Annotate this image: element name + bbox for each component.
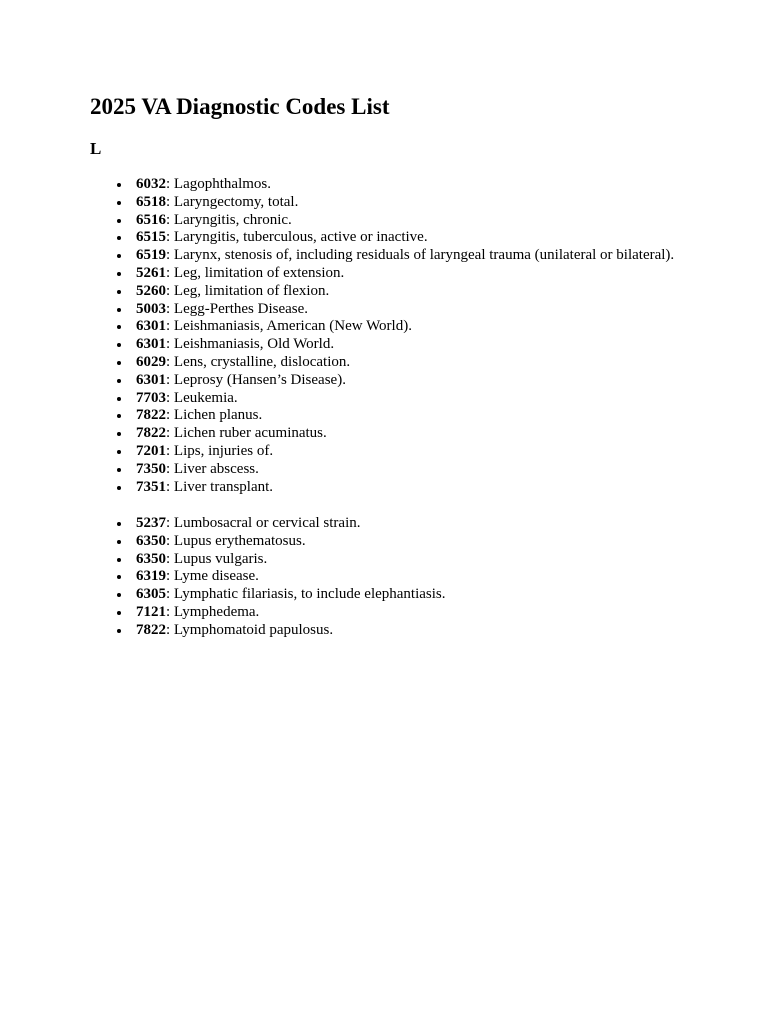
list-item	[136, 622, 446, 640]
diagnostic-code: 6518	[136, 193, 166, 210]
list-item	[136, 407, 674, 425]
diagnostic-description: : Leishmaniasis, American (New World).	[166, 318, 412, 335]
diagnostic-description: : Legg-Perthes Disease.	[166, 300, 309, 317]
diagnostic-code: 6515	[136, 229, 166, 246]
list-item	[136, 479, 674, 497]
diagnostic-code: 6301	[136, 336, 166, 353]
diagnostic-code: 6519	[136, 247, 166, 264]
diagnostic-description: : Laryngitis, chronic.	[166, 211, 292, 228]
diagnostic-description: : Lymphedema.	[166, 603, 260, 620]
list-item	[136, 336, 674, 354]
diagnostic-code: 7350	[136, 460, 166, 477]
list-item	[136, 176, 674, 194]
diagnostic-code: 6350	[136, 532, 166, 549]
list-item	[136, 265, 674, 283]
diagnostic-code: 7201	[136, 442, 166, 459]
diagnostic-code-list-1	[136, 176, 674, 496]
list-item	[136, 372, 674, 390]
diagnostic-code: 5260	[136, 282, 166, 299]
list-item	[136, 551, 446, 569]
list-item	[136, 354, 674, 372]
list-item	[136, 390, 674, 408]
diagnostic-description: : Laryngitis, tuberculous, active or inactive.	[166, 229, 428, 246]
diagnostic-description: : Lymphatic filariasis, to include elephantiasis.	[166, 586, 446, 603]
diagnostic-description: : Leprosy (Hansen’s Disease).	[166, 371, 346, 388]
list-item	[136, 461, 674, 479]
diagnostic-description: : Leishmaniasis, Old World.	[166, 336, 335, 353]
list-item	[136, 586, 446, 604]
diagnostic-code: 6516	[136, 211, 166, 228]
list-item	[136, 283, 674, 301]
list-item	[136, 212, 674, 230]
diagnostic-description: : Liver transplant.	[166, 478, 274, 495]
diagnostic-code: 6032	[136, 176, 166, 192]
diagnostic-code: 6350	[136, 550, 166, 567]
diagnostic-description: : Liver abscess.	[166, 460, 259, 477]
list-item	[136, 604, 446, 622]
list-item	[136, 301, 674, 319]
diagnostic-code: 5003	[136, 300, 166, 317]
diagnostic-description: : Lupus erythematosus.	[166, 532, 306, 549]
diagnostic-description: : Leukemia.	[166, 389, 238, 406]
page-title: 2025 VA Diagnostic Codes List	[90, 94, 390, 119]
diagnostic-description: : Leg, limitation of extension.	[166, 264, 345, 281]
diagnostic-description: : Lymphomatoid papulosus.	[166, 621, 334, 638]
list-item	[136, 425, 674, 443]
diagnostic-description: : Leg, limitation of flexion.	[166, 282, 330, 299]
diagnostic-code: 7822	[136, 425, 166, 442]
diagnostic-description: : Lichen planus.	[166, 407, 263, 424]
section-heading-l: L	[90, 139, 102, 158]
list-item	[136, 443, 674, 461]
list-item	[136, 194, 674, 212]
diagnostic-code: 7351	[136, 478, 166, 495]
diagnostic-description: : Lupus vulgaris.	[166, 550, 268, 567]
diagnostic-description: : Lens, crystalline, dislocation.	[166, 353, 351, 370]
diagnostic-description: : Larynx, stenosis of, including residuals of laryngeal trauma (unilateral or bilateral).	[166, 247, 675, 264]
diagnostic-code: 5237	[136, 515, 166, 531]
diagnostic-code: 7703	[136, 389, 166, 406]
diagnostic-description: : Lips, injuries of.	[166, 442, 274, 459]
diagnostic-code: 6319	[136, 568, 166, 585]
diagnostic-code: 7121	[136, 603, 166, 620]
diagnostic-description: : Lyme disease.	[166, 568, 259, 585]
list-item	[136, 533, 446, 551]
diagnostic-code: 7822	[136, 407, 166, 424]
diagnostic-code: 6301	[136, 371, 166, 388]
diagnostic-code: 7822	[136, 621, 166, 638]
list-item	[136, 568, 446, 586]
diagnostic-description: : Lumbosacral or cervical strain.	[166, 515, 361, 531]
list-item	[136, 229, 674, 247]
list-item	[136, 247, 674, 265]
list-item	[136, 318, 674, 336]
diagnostic-code: 6305	[136, 586, 166, 603]
diagnostic-code-list-2	[136, 515, 446, 640]
diagnostic-description: : Lagophthalmos.	[166, 176, 271, 192]
diagnostic-description: : Laryngectomy, total.	[166, 193, 299, 210]
diagnostic-code: 5261	[136, 264, 166, 281]
diagnostic-code: 6029	[136, 353, 166, 370]
diagnostic-description: : Lichen ruber acuminatus.	[166, 425, 327, 442]
diagnostic-code: 6301	[136, 318, 166, 335]
list-item	[136, 515, 446, 533]
